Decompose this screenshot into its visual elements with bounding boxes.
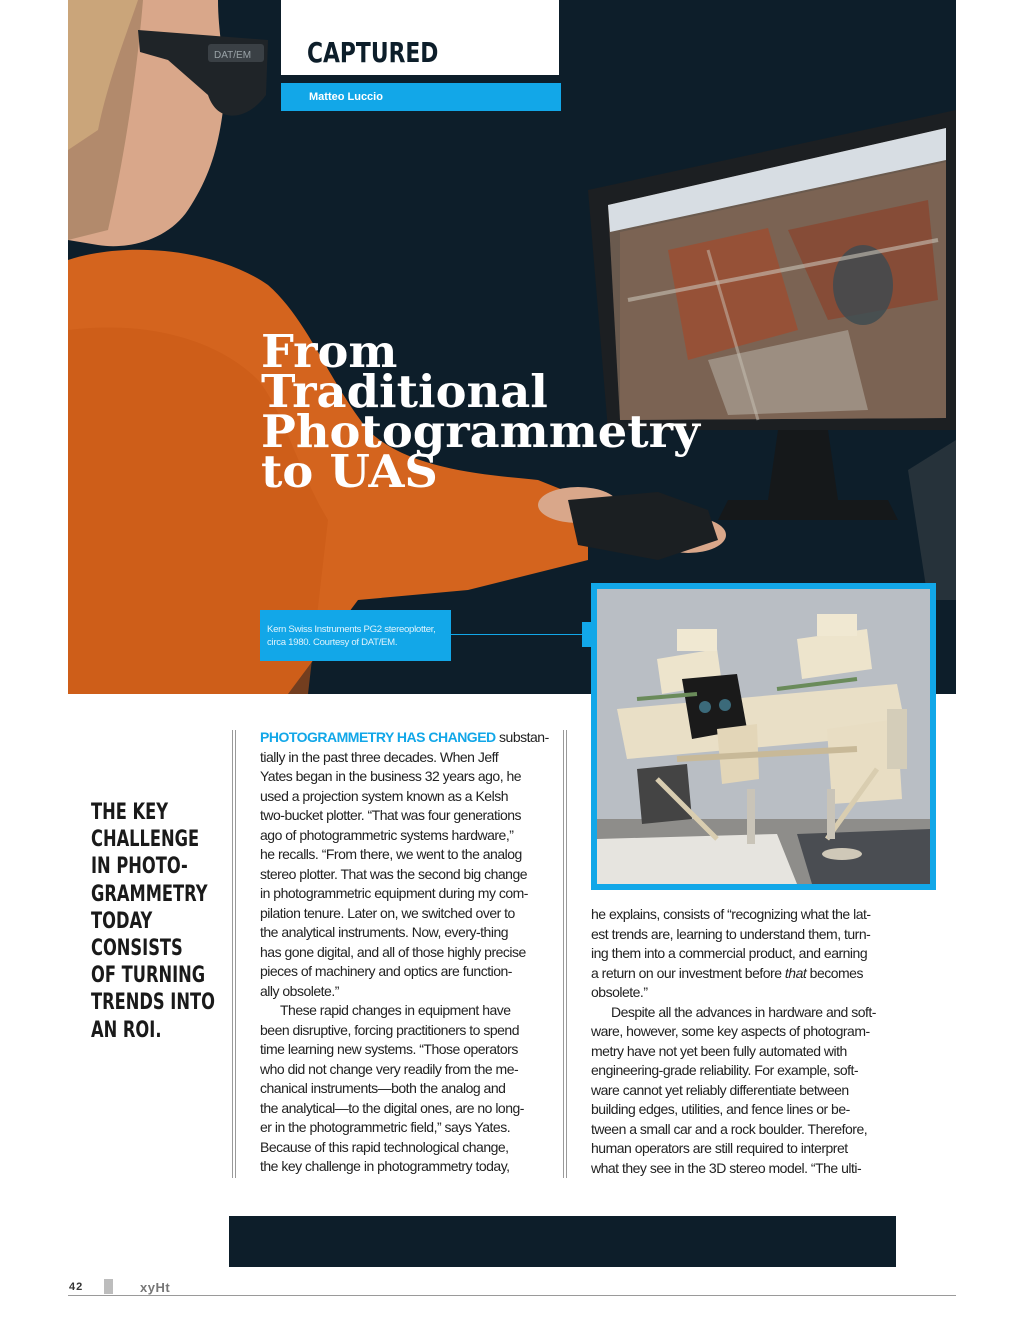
headline-line: to UAS	[261, 445, 438, 498]
body-column-2	[591, 905, 911, 1178]
column-rule	[232, 730, 233, 1178]
body-text: becomes	[806, 964, 863, 981]
body-text: substan-	[495, 729, 549, 745]
body-line: the analytical instruments. Now, every-thing	[260, 924, 509, 940]
caption-line: Kern Swiss Instruments PG2 stereoplotter,	[267, 624, 436, 635]
body-line: building edges, utilities, and fence lines or be-	[591, 1101, 850, 1117]
section-header	[281, 0, 559, 75]
pull-quote-line: TODAY	[91, 908, 153, 934]
body-line: has gone digital, and all of those highly precise	[260, 943, 526, 960]
stereoplotter-photo	[591, 583, 936, 890]
glasses-label: DAT/EM	[214, 50, 252, 61]
body-line: engineering-grade reliability. For example, soft-	[591, 1062, 859, 1078]
body-line: time learning new systems. “Those operators	[260, 1041, 518, 1057]
body-line: er in the photogrammetric field,” says Yates.	[260, 1119, 511, 1135]
pull-quote-line: AN ROI.	[91, 1017, 162, 1043]
body-line: the key challenge in photogrammetry today,	[260, 1158, 510, 1174]
pull-quote-line: IN PHOTO-	[91, 854, 188, 880]
body-line: These rapid changes in equipment have	[280, 1002, 511, 1018]
body-line: he recalls. “From there, we went to the analog	[260, 846, 522, 862]
body-column-1	[260, 728, 560, 1177]
pull-quote-line: THE KEY	[91, 800, 169, 825]
column-rule	[235, 730, 236, 1178]
body-line: chanical instruments—both the analog and	[260, 1080, 506, 1096]
body-line: what they see in the 3D stereo model. “The ulti-	[591, 1159, 862, 1176]
body-line: the analytical—to the digital ones, are no long-	[260, 1099, 524, 1116]
footer-marker	[104, 1279, 113, 1294]
lead-in: PHOTOGRAMMETRY HAS CHANGED	[260, 729, 496, 745]
caption-text	[267, 623, 449, 649]
caption-line: circa 1980. Courtesy of DAT/EM.	[267, 637, 398, 648]
emphasis-word: that	[784, 964, 807, 981]
pull-quote-line: GRAMMETRY	[91, 881, 208, 907]
body-line: ally obsolete.”	[260, 982, 339, 999]
body-line: est trends are, learning to understand them, turn-	[591, 925, 871, 942]
footer-rule	[68, 1295, 956, 1296]
pull-quote-line: CHALLENGE	[91, 827, 200, 853]
pull-quote	[91, 799, 215, 1044]
pull-quote-line: OF TURNING	[91, 963, 206, 989]
pull-quote-line: CONSISTS	[91, 936, 183, 962]
headline-line: Photogrammetry	[261, 405, 701, 458]
body-line: stereo plotter. That was the second big change	[260, 865, 528, 882]
author-name: Matteo Luccio	[309, 91, 383, 103]
body-line: Despite all the advances in hardware and soft-	[611, 1003, 876, 1020]
section-title: CAPTURED	[307, 36, 439, 69]
body-line: ing them into a commercial product, and earning	[591, 945, 868, 961]
headline-line: From	[261, 325, 398, 378]
body-line: two-bucket plotter. “That was four generations	[260, 807, 522, 823]
body-text: a return on our investment before	[591, 964, 785, 981]
magazine-name: xyHt	[140, 1280, 171, 1295]
body-line: human operators are still required to interpret	[591, 1140, 848, 1156]
body-line: ware, however, some key aspects of photogram-	[591, 1023, 870, 1039]
body-line: pilation tenure. Later on, we switched over to	[260, 904, 515, 921]
pull-quote-line: TRENDS INTO	[91, 990, 215, 1016]
headline-line: Traditional	[261, 365, 548, 418]
headline	[261, 325, 701, 498]
body-line	[591, 964, 911, 984]
body-line: Yates began in the business 32 years ago, he	[260, 768, 522, 784]
body-line	[260, 728, 560, 748]
body-line: Because of this rapid technological change,	[260, 1138, 509, 1155]
body-line: obsolete.”	[591, 984, 648, 1000]
body-line: used a projection system known as a Kelsh	[260, 787, 508, 804]
bottom-banner	[229, 1216, 896, 1267]
body-line: metry have not yet been fully automated with	[591, 1042, 847, 1059]
body-line: tially in the past three decades. When Jeff	[260, 748, 499, 765]
column-rule	[566, 730, 567, 1178]
caption-connector	[451, 634, 583, 635]
body-line: pieces of machinery and optics are function-	[260, 963, 512, 979]
body-line: ago of photogrammetric systems hardware,”	[260, 826, 514, 843]
body-line: been disruptive, forcing practitioners to spend	[260, 1021, 519, 1038]
body-line: ware cannot yet reliably differentiate between	[591, 1081, 849, 1098]
body-line: tween a small car and a rock boulder. Therefore,	[591, 1120, 868, 1137]
page-number: 42	[69, 1281, 84, 1293]
body-line: he explains, consists of “recognizing what the lat-	[591, 906, 871, 922]
column-rule	[563, 730, 564, 1178]
author-bar	[281, 83, 561, 111]
stereoplotter-illustration	[597, 589, 930, 884]
caption-box	[260, 610, 451, 661]
body-line: who did not change very readily from the me-	[260, 1060, 519, 1077]
body-line: in photogrammetric equipment during my com-	[260, 885, 528, 901]
